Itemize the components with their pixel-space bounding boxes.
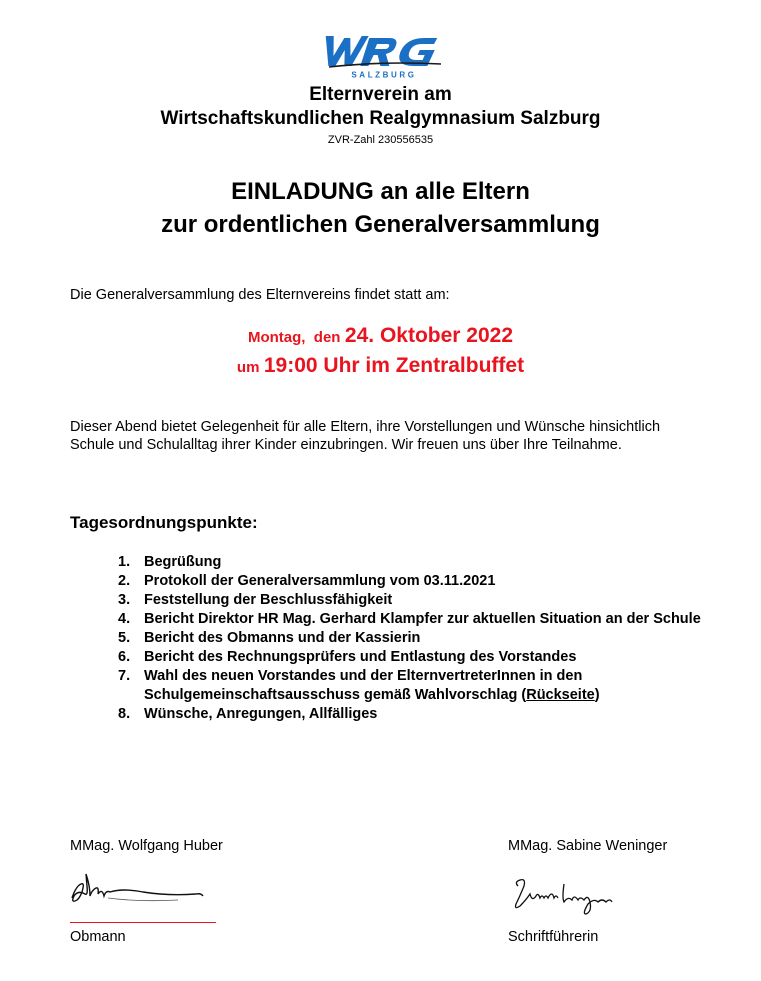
agenda-item-text: Bericht des Rechnungsprüfers und Entlastung des Vorstandes bbox=[144, 649, 577, 665]
secretary-name: MMag. Sabine Weninger bbox=[508, 838, 668, 854]
invitation-title-line2: zur ordentlichen Generalversammlung bbox=[161, 211, 600, 238]
meeting-date bbox=[0, 324, 761, 348]
signature-line bbox=[70, 922, 216, 923]
agenda-item bbox=[118, 667, 718, 705]
agenda-item-text: Bericht Direktor HR Mag. Gerhard Klampfer zur aktuellen Situation an der Schule bbox=[144, 611, 701, 627]
agenda-item bbox=[118, 648, 718, 667]
agenda-item-text: Bericht des Obmanns und der Kassierin bbox=[144, 630, 421, 646]
intro-text: Die Generalversammlung des Elternvereins findet statt am: bbox=[70, 287, 450, 303]
agenda-item-text-main: Wahl des neuen Vorstandes und der ElternvertreterInnen in den Schulgemeinschaftsausschuss gemäß Wahlvorschlag ( bbox=[144, 668, 583, 703]
agenda-item bbox=[118, 610, 718, 629]
agenda-item-number: 5. bbox=[118, 630, 131, 646]
agenda-item-text: Begrüßung bbox=[144, 554, 222, 570]
agenda-heading: Tagesordnungspunkte: bbox=[70, 513, 258, 532]
backside-link[interactable]: Rückseite bbox=[526, 687, 595, 703]
agenda-item-text: Protokoll der Generalversammlung vom 03.11.2021 bbox=[144, 573, 496, 589]
agenda-item-number: 7. bbox=[118, 668, 131, 684]
agenda-item bbox=[118, 591, 718, 610]
date-prefix: Montag, den bbox=[247, 329, 341, 346]
time-place-value: 19:00 Uhr im Zentralbuffet bbox=[263, 354, 525, 377]
secretary-signature bbox=[508, 872, 618, 918]
agenda-item bbox=[118, 629, 718, 648]
agenda-item-number: 6. bbox=[118, 649, 131, 665]
org-name-line2: Wirtschaftskundlichen Realgymnasium Salzburg bbox=[160, 108, 601, 129]
agenda-item-number: 2. bbox=[118, 573, 131, 589]
org-name-line1: Elternverein am bbox=[309, 84, 452, 105]
agenda-item-text: Wünsche, Anregungen, Allfälliges bbox=[144, 706, 378, 722]
meeting-time-place bbox=[0, 354, 761, 378]
agenda-item-number: 1. bbox=[118, 554, 131, 570]
agenda-item-text: Feststellung der Beschlussfähigkeit bbox=[144, 592, 393, 608]
logo-subtext: SALZBURG bbox=[351, 70, 417, 80]
agenda-item-number: 3. bbox=[118, 592, 131, 608]
chairman-name: MMag. Wolfgang Huber bbox=[70, 838, 223, 854]
description-paragraph: Dieser Abend bietet Gelegenheit für alle Eltern, ihre Vorstellungen und Wünsche hinsichtlich Schule und Schulalltag ihrer Kinder einzubringen. Wir freuen uns über Ihre Teilnahme. bbox=[70, 419, 661, 453]
agenda-item-text-suffix: ) bbox=[594, 687, 600, 703]
agenda-item-number: 8. bbox=[118, 706, 131, 722]
invitation-title-line1: EINLADUNG an alle Eltern bbox=[231, 178, 530, 205]
zvr-number: ZVR-Zahl 230556535 bbox=[327, 134, 434, 146]
wrg-salzburg-logo bbox=[313, 30, 445, 80]
date-value: 24. Oktober 2022 bbox=[344, 324, 514, 347]
agenda-item bbox=[118, 572, 718, 591]
chairman-signature bbox=[68, 866, 208, 916]
agenda-item bbox=[118, 705, 718, 724]
chairman-role: Obmann bbox=[70, 929, 126, 945]
agenda-list bbox=[118, 553, 718, 724]
agenda-item-number: 4. bbox=[118, 611, 131, 627]
time-prefix: um bbox=[236, 359, 260, 376]
secretary-role: Schriftführerin bbox=[508, 929, 599, 945]
agenda-item bbox=[118, 553, 718, 572]
agenda-item-text bbox=[144, 667, 718, 705]
